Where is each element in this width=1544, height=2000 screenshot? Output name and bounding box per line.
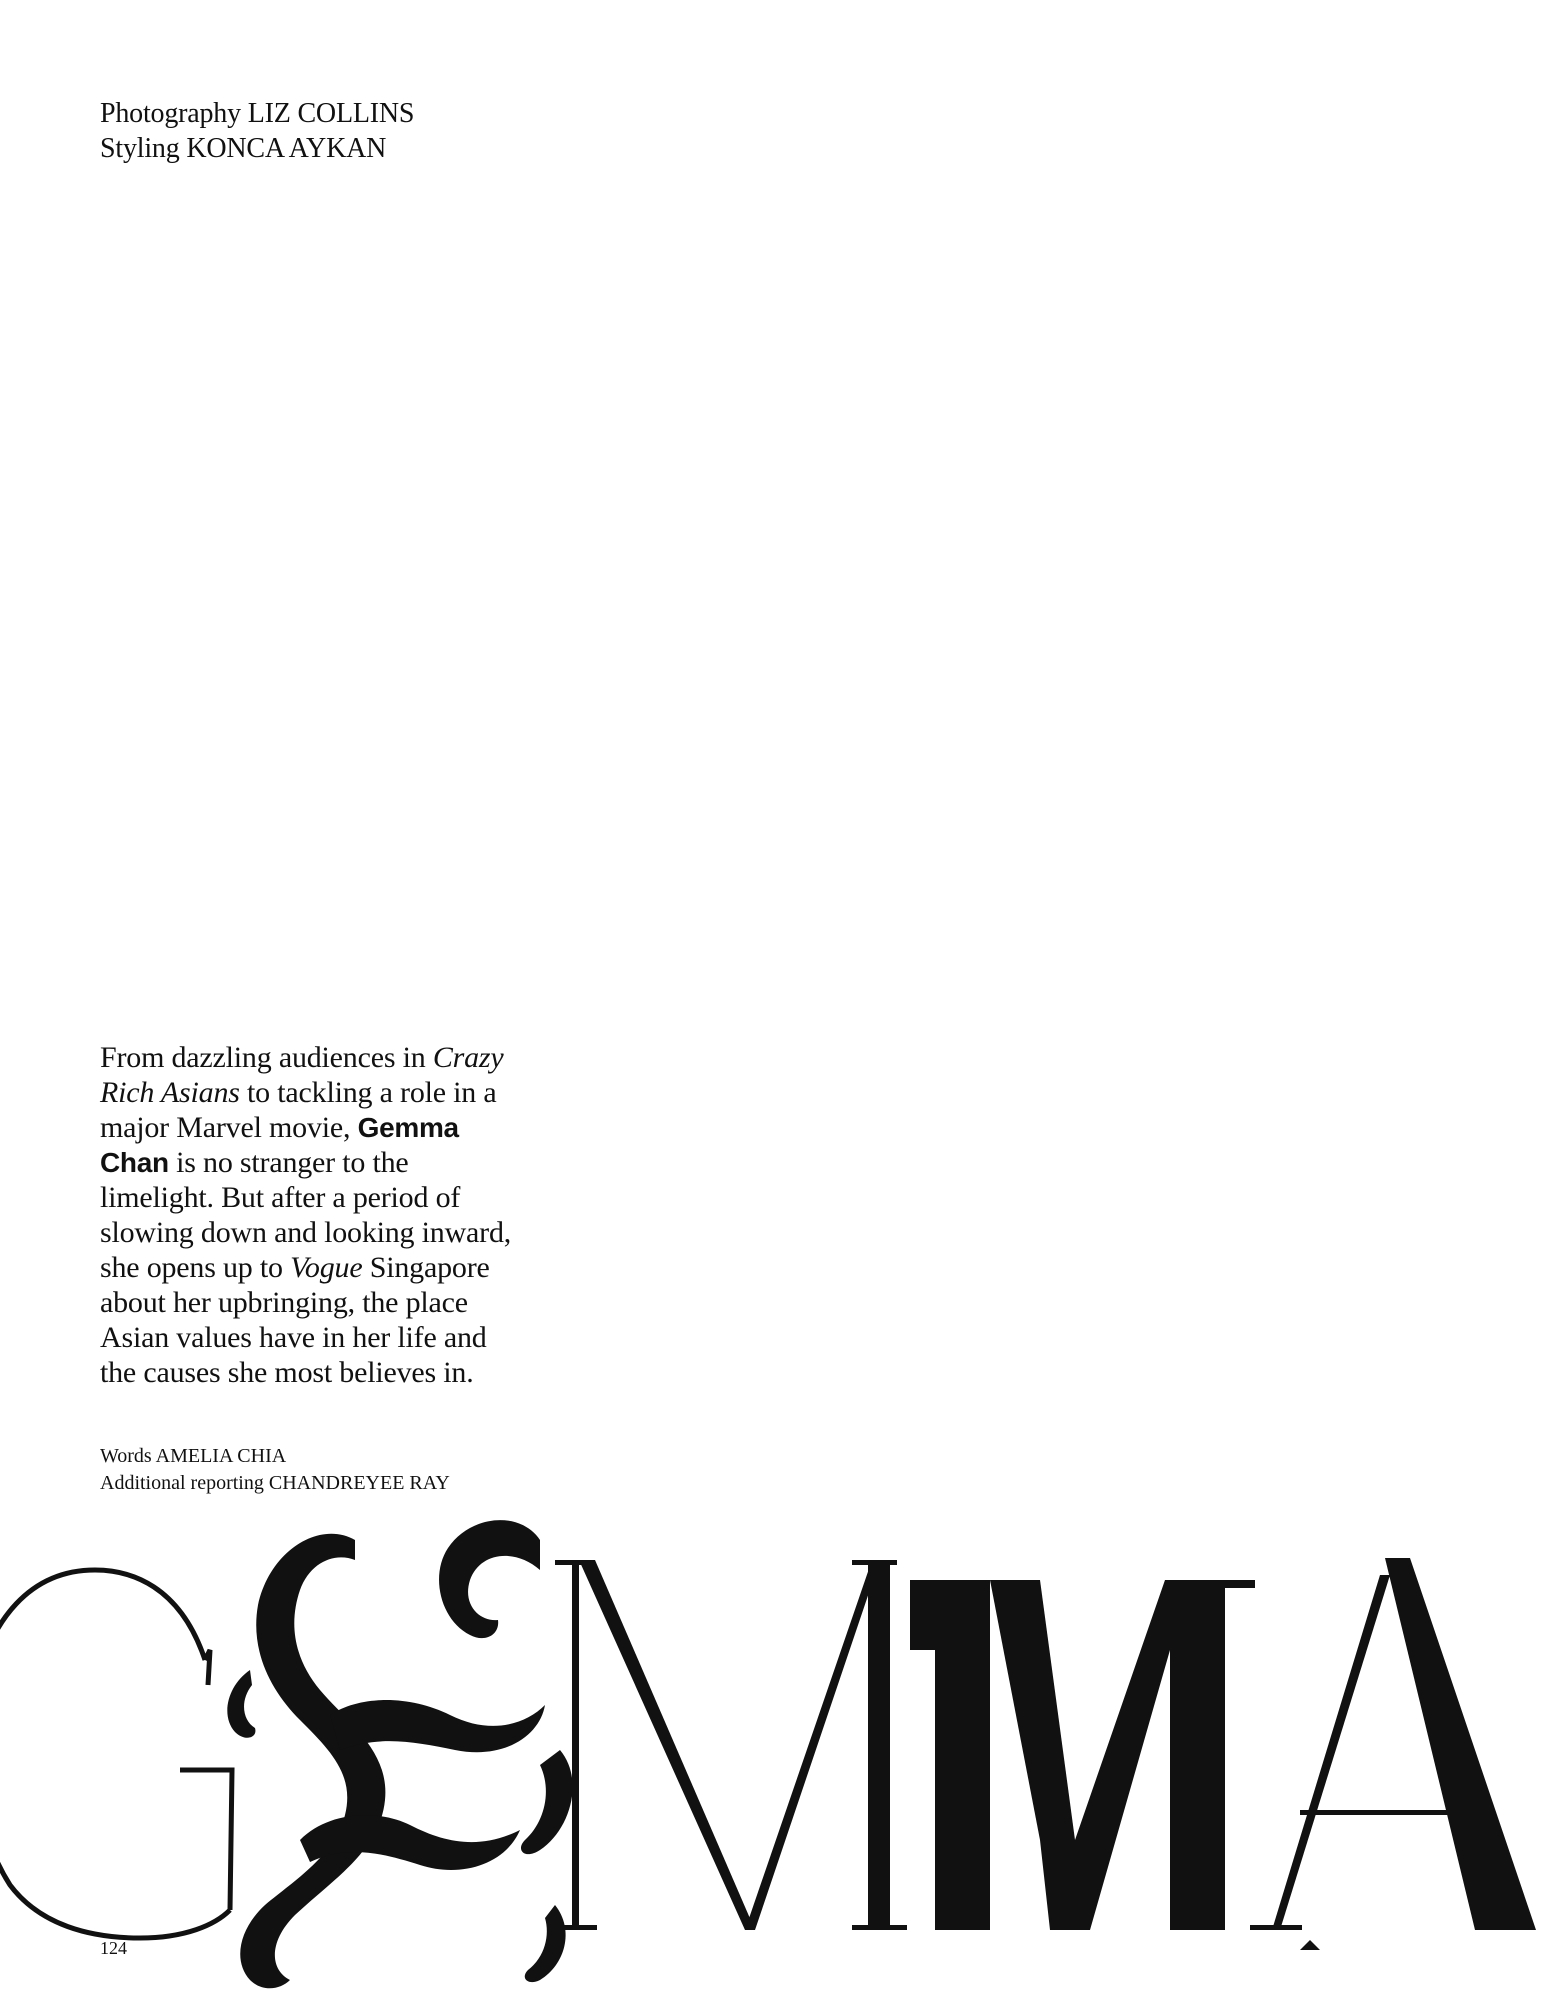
magazine-title: Vogue [290,1251,363,1284]
film-title: Crazy Rich Asians [100,1041,504,1109]
words-credit: Words AMELIA CHIA [100,1445,287,1467]
letter-a [1250,1558,1536,1950]
photography-credit: Photography LIZ COLLINS [100,98,415,129]
subject-name: Gemma Chan [100,1112,459,1178]
letter-m-bold [910,1580,1255,1930]
headline-gemma [0,1510,1544,2000]
letter-e-ornament [227,1520,572,1988]
reporting-credit: Additional reporting CHANDREYEE RAY [100,1472,450,1494]
byline [100,1443,450,1497]
headline-text: GEMMA [768,1534,776,1536]
letter-m-light [555,1560,907,1930]
page-number: 124 [100,1938,127,1958]
styling-credit: Styling KONCA AYKAN [100,133,387,164]
intro-paragraph: From dazzling audiences in Crazy Rich Asians to tackling a role in a major Marvel movie, Gemma Chan is no stranger to the limelight. But after a period of slowing down and looking inward, she opens up to Vogue Singapore about her upbringing, the place Asian values have in her life and the causes she most believes in. [100,1041,512,1389]
letter-g [0,1570,232,1938]
photo-credits [100,96,414,166]
